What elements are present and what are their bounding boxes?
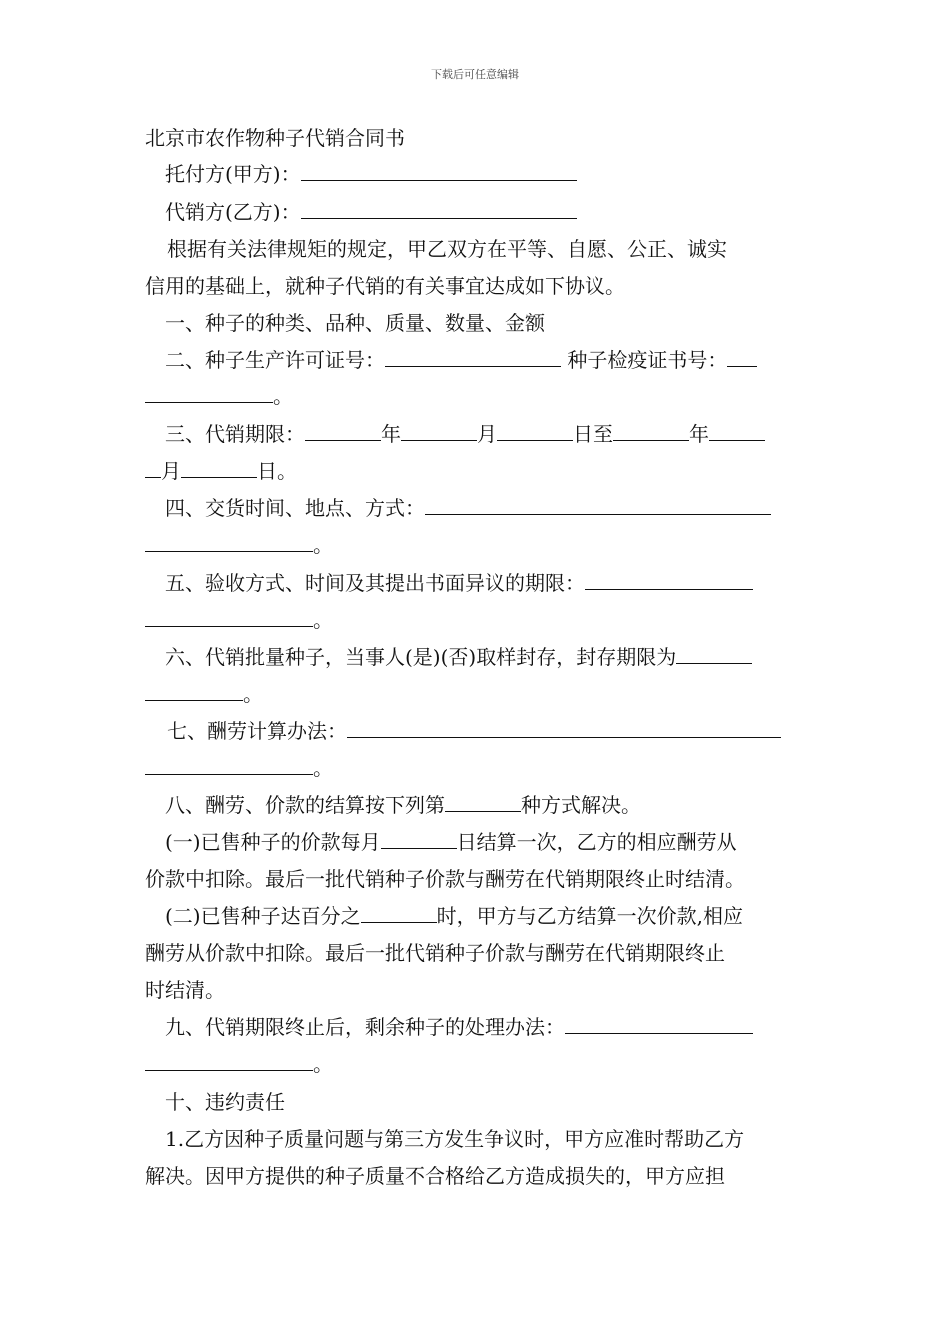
clause-7: 七、酬劳计算办法： [167, 719, 781, 743]
clause-8-1-cont: 价款中扣除。最后一批代销种子价款与酬劳在代销期限终止时结清。 [145, 867, 745, 891]
clause-8-1: (一)已售种子的价款每月 日结算一次，乙方的相应酬劳从 [165, 830, 737, 854]
clause-9-cont: 。 [145, 1052, 333, 1076]
clause-5: 五、验收方式、时间及其提出书面异议的期限： [165, 571, 753, 595]
party-b-line: 代销方(乙方)： [165, 200, 577, 224]
clause-10-1: 1.乙方因种子质量问题与第三方发生争议时，甲方应准时帮助乙方 [165, 1127, 745, 1151]
clause-6-cont: 。 [145, 682, 263, 706]
clause-10-1-cont: 解决。因甲方提供的种子质量不合格给乙方造成损失的，甲方应担 [145, 1164, 725, 1188]
clause-7-cont: 。 [145, 756, 333, 780]
clause-8-2-cont: 酬劳从价款中扣除。最后一批代销种子价款与酬劳在代销期限终止 [145, 941, 725, 965]
clause-3: 三、代销期限： 年 月 日至 年 [165, 422, 765, 446]
clause-8-2: (二)已售种子达百分之 时，甲方与乙方结算一次价款,相应 [165, 904, 743, 928]
party-a-line: 托付方(甲方)： [165, 162, 577, 186]
clause-5-cont: 。 [145, 608, 333, 632]
clause-2: 二、种子生产许可证号： 种子检疫证书号： [165, 348, 757, 372]
document-title: 北京市农作物种子代销合同书 [145, 126, 405, 150]
clause-8-2-end: 时结清。 [145, 978, 225, 1002]
clause-6: 六、代销批量种子，当事人(是)(否)取样封存，封存期限为 [165, 645, 752, 669]
clause-3-cont: 月 日。 [145, 459, 297, 483]
intro-line-1: 根据有关法律规矩的规定，甲乙双方在平等、自愿、公正、诚实 [167, 237, 727, 261]
clause-4: 四、交货时间、地点、方式： [165, 496, 771, 520]
clause-10: 十、违约责任 [165, 1090, 285, 1114]
clause-8: 八、酬劳、价款的结算按下列第 种方式解决。 [165, 793, 641, 817]
clause-4-cont: 。 [145, 533, 333, 557]
clause-2-cont: 。 [145, 384, 293, 408]
page-header: 下载后可任意编辑 [431, 68, 519, 81]
clause-1: 一、种子的种类、品种、质量、数量、金额 [165, 311, 545, 335]
intro-line-2: 信用的基础上，就种子代销的有关事宜达成如下协议。 [145, 274, 625, 298]
clause-9: 九、代销期限终止后，剩余种子的处理办法： [165, 1015, 753, 1039]
